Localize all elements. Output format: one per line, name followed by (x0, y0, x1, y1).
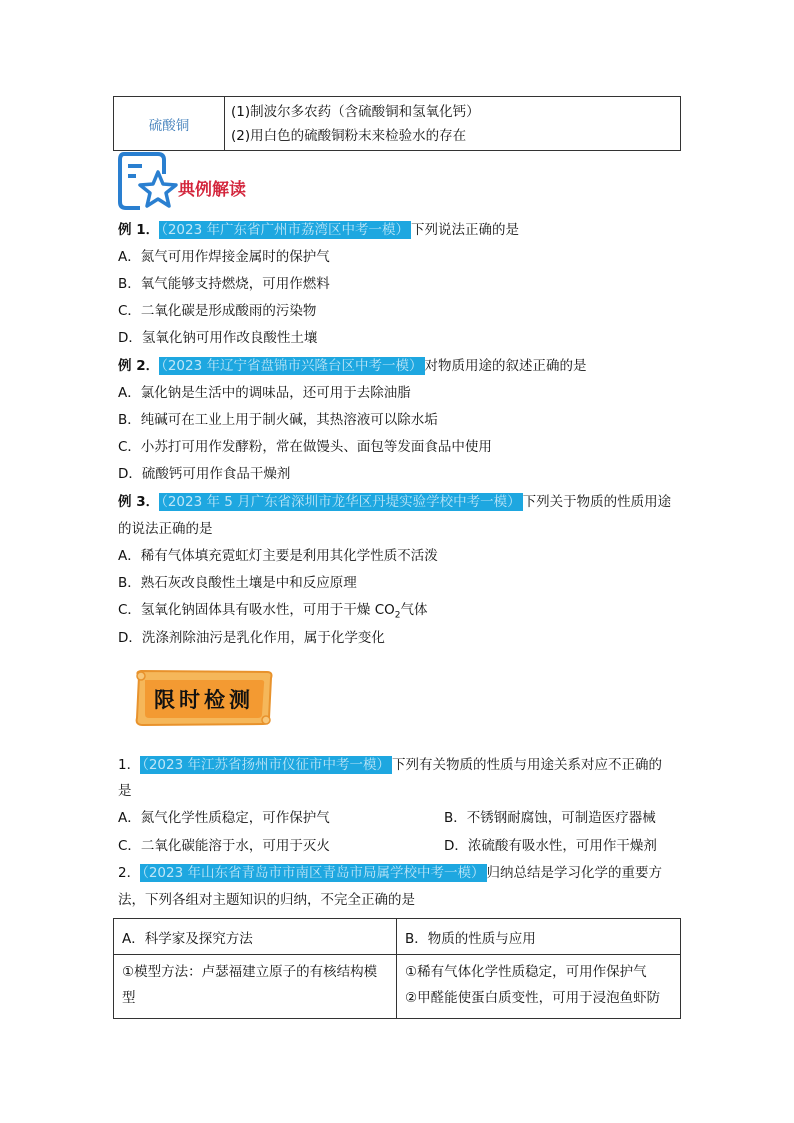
option: A．氮气可用作焊接金属时的保护气 (118, 249, 330, 265)
question-text: 下列说法正确的是 (411, 222, 519, 238)
example-3 (118, 492, 671, 512)
source-tag: （2023 年山东省青岛市市南区青岛市局属学校中考一模） (142, 865, 485, 881)
question-text: 对物质用途的叙述正确的是 (424, 358, 587, 374)
example-label: 例 3． (118, 494, 160, 510)
option: D．浓硫酸有吸水性，可用作干燥剂 (444, 838, 657, 854)
problem-label: 1． (118, 757, 141, 773)
option: C．小苏打可用作发酵粉，常在做馒头、面包等发面食品中使用 (118, 439, 492, 455)
table-cell (397, 955, 681, 1019)
option: C．二氧化碳是形成酸雨的污染物 (118, 303, 317, 319)
option (118, 600, 428, 626)
problem-1 (118, 755, 662, 775)
option-text: C．氢氧化钠固体具有吸水性，可用于干燥 CO (118, 602, 395, 618)
question-text: 归纳总结是学习化学的重要方 (486, 865, 662, 881)
question-text: 下列有关物质的性质与用途关系对应不正确的 (392, 757, 662, 773)
table-header: B．物质的性质与应用 (397, 919, 681, 955)
subscript: 2 (394, 610, 401, 621)
cell-line: ①稀有气体化学性质稳定，可用作保护气 (405, 964, 647, 980)
table-cell (114, 955, 397, 1019)
example-label: 例 2． (118, 358, 160, 374)
question-text-cont: 的说法正确的是 (118, 521, 213, 537)
option: D．洗涤剂除油污是乳化作用，属于化学变化 (118, 630, 385, 646)
substance-use-table (113, 96, 681, 151)
option: C．二氧化碳能溶于水，可用于灭火 (118, 838, 330, 854)
question-text-cont: 是 (118, 783, 132, 799)
table-line: (2)用白色的硫酸铜粉末来检验水的存在 (231, 127, 467, 144)
table-row-content (225, 97, 681, 151)
cell-line: ①模型方法：卢瑟福建立原子的有核结构模 (122, 964, 378, 980)
option: B．纯碱可在工业上用于制火碱，其热溶液可以除水垢 (118, 412, 438, 428)
section-heading: 典例解读 (178, 180, 246, 200)
table-row-label: 硫酸铜 (114, 97, 225, 151)
option: A．氯化钠是生活中的调味品，还可用于去除油脂 (118, 385, 411, 401)
option: B．不锈钢耐腐蚀，可制造医疗器械 (444, 810, 656, 826)
cell-line: ②甲醛能使蛋白质变性，可用于浸泡鱼虾防 (405, 990, 661, 1006)
option: A．稀有气体填充霓虹灯主要是利用其化学性质不活泼 (118, 548, 438, 564)
star-document-icon (118, 152, 182, 212)
option: B．氧气能够支持燃烧，可用作燃料 (118, 276, 330, 292)
option: D．氢氧化钠可用作改良酸性土壤 (118, 330, 318, 346)
option: D．硫酸钙可用作食品干燥剂 (118, 466, 291, 482)
example-label: 例 1． (118, 222, 160, 238)
example-1 (118, 220, 519, 240)
table-header: A．科学家及探究方法 (114, 919, 397, 955)
option: A．氮气化学性质稳定，可作保护气 (118, 810, 330, 826)
source-tag: （2023 年江苏省扬州市仪征市中考一模） (142, 757, 390, 773)
example-2 (118, 356, 587, 376)
cell-line: 型 (122, 990, 136, 1006)
source-tag: （2023 年辽宁省盘锦市兴隆台区中考一模） (161, 358, 423, 374)
source-tag: （2023 年广东省广州市荔湾区中考一模） (161, 222, 409, 238)
question-text: 下列关于物质的性质用途 (522, 494, 672, 510)
summary-table (113, 918, 681, 1019)
option-text-tail: 气体 (400, 602, 428, 618)
question-text-cont: 法，下列各组对主题知识的归纳，不完全正确的是 (118, 892, 415, 908)
source-tag: （2023 年 5 月广东省深圳市龙华区丹堤实验学校中考一模） (161, 494, 521, 510)
table-line: (1)制波尔多农药（含硫酸铜和氢氧化钙） (231, 103, 480, 120)
banner-title: 限时检测 (154, 688, 254, 712)
problem-label: 2． (118, 865, 141, 881)
problem-2 (118, 863, 662, 883)
option: B．熟石灰改良酸性土壤是中和反应原理 (118, 575, 357, 591)
